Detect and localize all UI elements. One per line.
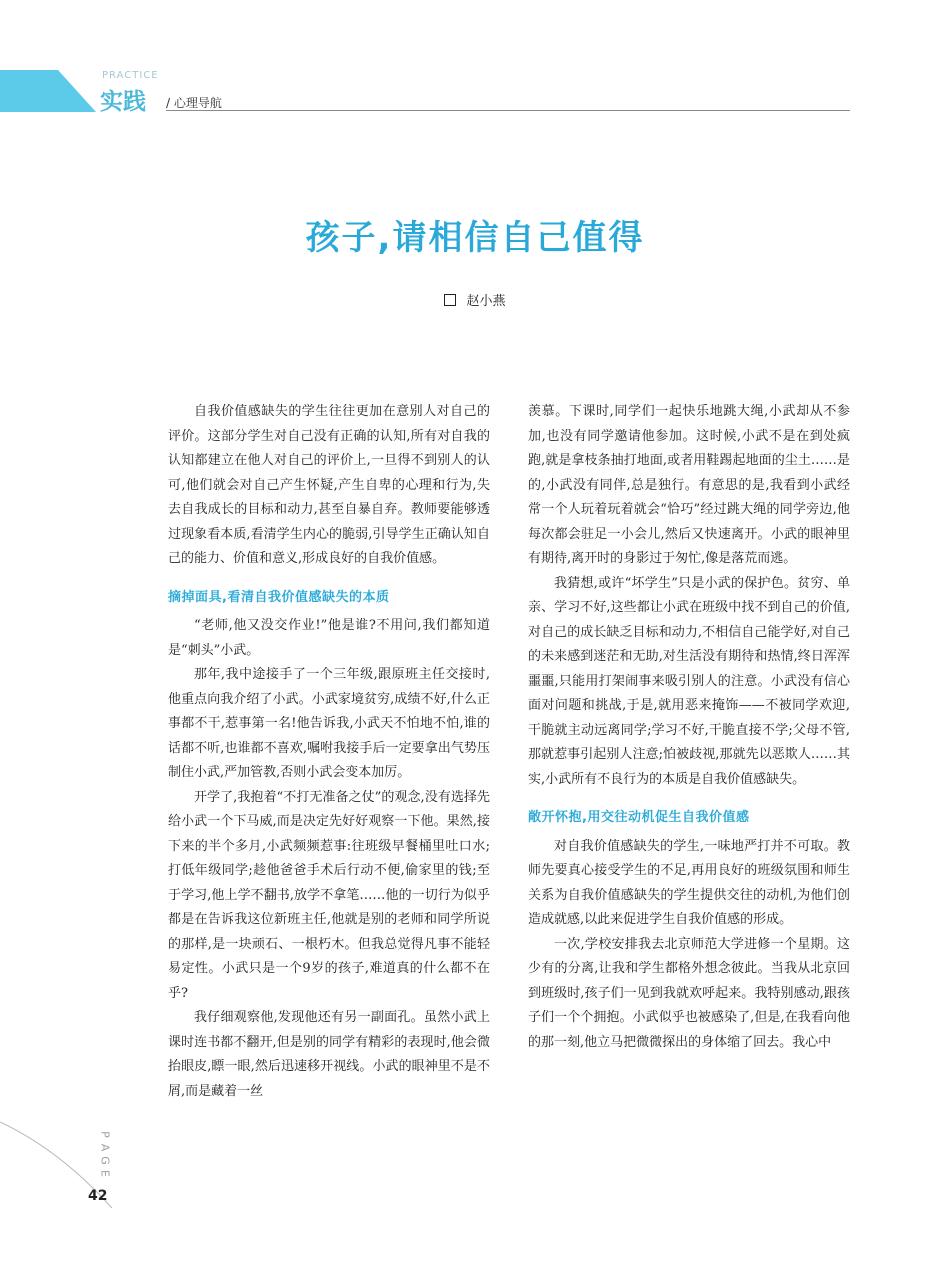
- page-label-letter: P: [98, 1131, 112, 1138]
- page-label-letter: A: [98, 1143, 112, 1152]
- page-label-letter: G: [98, 1156, 112, 1165]
- page-label-letter: E: [98, 1170, 112, 1177]
- paragraph: “老师,他又没交作业!”他是谁?不用问,我们都知道是“刺头”小武。: [168, 618, 490, 658]
- right-column: [528, 400, 850, 1055]
- subsection-label: / 心理导航: [166, 96, 222, 110]
- article-title: 孩子,请相信自己值得: [305, 218, 645, 258]
- paragraph: 开学了,我抱着“不打无准备之仗”的观念,没有选择先给小武一个下马威,而是决定先好好观察一下他。果然,接下来的半个多月,小武频频惹事:往班级早餐桶里吐口水;打低年级同学;趁他爸爸手术后行动不便,偷家里的钱;至于学习,他上学不翻书,放学不拿笔……他的一切行为似乎都是在告诉我这位新班主任,他就是别的老师和同学所说的那样,是一块顽石、一根朽木。但我总觉得凡事不能轻易定性。小武只是一个9岁的孩子,难道真的什么都不在乎?: [168, 789, 490, 1001]
- paragraph: 我仔细观察他,发现他还有另一副面孔。虽然小武上课时连书都不翻开,但是别的同学有精彩的表现时,他会微抬眼皮,瞟一眼,然后迅速移开视线。小武的眼神里不是不屑,而是藏着一丝: [168, 1010, 490, 1099]
- author-line: [0, 290, 950, 309]
- header-divider: [166, 110, 850, 111]
- paragraph: 一次,学校安排我去北京师范大学进修一个星期。这少有的分离,让我和学生都格外想念彼此。当我从北京回到班级时,孩子们一见到我就欢呼起来。我特别感动,跟孩子们一个个拥抱。小武似乎也被感染了,但是,在我看向他的那一刻,他立马把微微探出的身体缩了回去。我心中: [528, 936, 850, 1050]
- author-name: 赵小燕: [466, 294, 506, 309]
- corner-tab-decoration: [0, 70, 96, 112]
- paragraph: 自我价值感缺失的学生往往更加在意别人对自己的评价。这部分学生对自己没有正确的认知,所有对自我的认知都建立在他人对自己的评价上,一旦得不到别人的认可,他们就会对自己产生怀疑,产生自卑的心理和行为,失去自我成长的目标和动力,甚至自暴自弃。教师要能够透过现象看本质,看清学生内心的脆弱,引导学生正确认知自己的能力、价值和意义,形成良好的自我价值感。: [168, 404, 490, 566]
- page-label: [98, 1128, 112, 1180]
- left-column: [168, 400, 490, 1104]
- page-number: 42: [88, 1188, 108, 1204]
- section-heading: 摘掉面具,看清自我价值感缺失的本质: [168, 589, 390, 605]
- paragraph: 那年,我中途接手了一个三年级,跟原班主任交接时,他重点向我介绍了小武。小武家境贫穷,成绩不好,什么正事都不干,惹事第一名!他告诉我,小武天不怕地不怕,谁的话都不听,也谁都不喜欢,嘱咐我接手后一定要拿出气势压制住小武,严加管教,否则小武会变本加厉。: [168, 667, 490, 780]
- paragraph: 我猜想,或许“坏学生”只是小武的保护色。贫穷、单亲、学习不好,这些都让小武在班级中找不到自己的价值,对自己的成长缺乏目标和动力,不相信自己能学好,对自己的未来感到迷茫和无助,对生活没有期待和热情,终日浑浑噩噩,只能用打架闹事来吸引别人的注意。小武没有信心面对问题和挑战,于是,就用恶来掩饰——不被同学欢迎,干脆就主动远离同学;学习不好,干脆直接不学;父母不管,那就惹事引起别人注意;怕被歧视,那就先以恶欺人……其实,小武所有不良行为的本质是自我价值感缺失。: [528, 575, 850, 787]
- section-label-english: PRACTICE: [102, 70, 159, 81]
- section-heading: 敞开怀抱,用交往动机促生自我价值感: [528, 810, 750, 825]
- section-label-chinese: 实践: [100, 89, 146, 115]
- paragraph: 羡慕。下课时,同学们一起快乐地跳大绳,小武却从不参加,也没有同学邀请他参加。这时候,小武不是在到处疯跑,就是拿枝条抽打地面,或者用鞋踢起地面的尘土……是的,小武没有同伴,总是独行。有意思的是,我看到小武经常一个人玩着玩着就会“恰巧”经过跳大绳的同学旁边,他每次都会驻足一小会儿,然后又快速离开。小武的眼神里有期待,离开时的身影过于匆忙,像是落荒而逃。: [528, 404, 850, 566]
- paragraph: 对自我价值感缺失的学生,一味地严打并不可取。教师先要真心接受学生的不足,再用良好的班级氛围和师生关系为自我价值感缺失的学生提供交往的动机,为他们创造成就感,以此来促进学生自我价值感的形成。: [528, 838, 850, 927]
- author-box-icon: [444, 294, 456, 306]
